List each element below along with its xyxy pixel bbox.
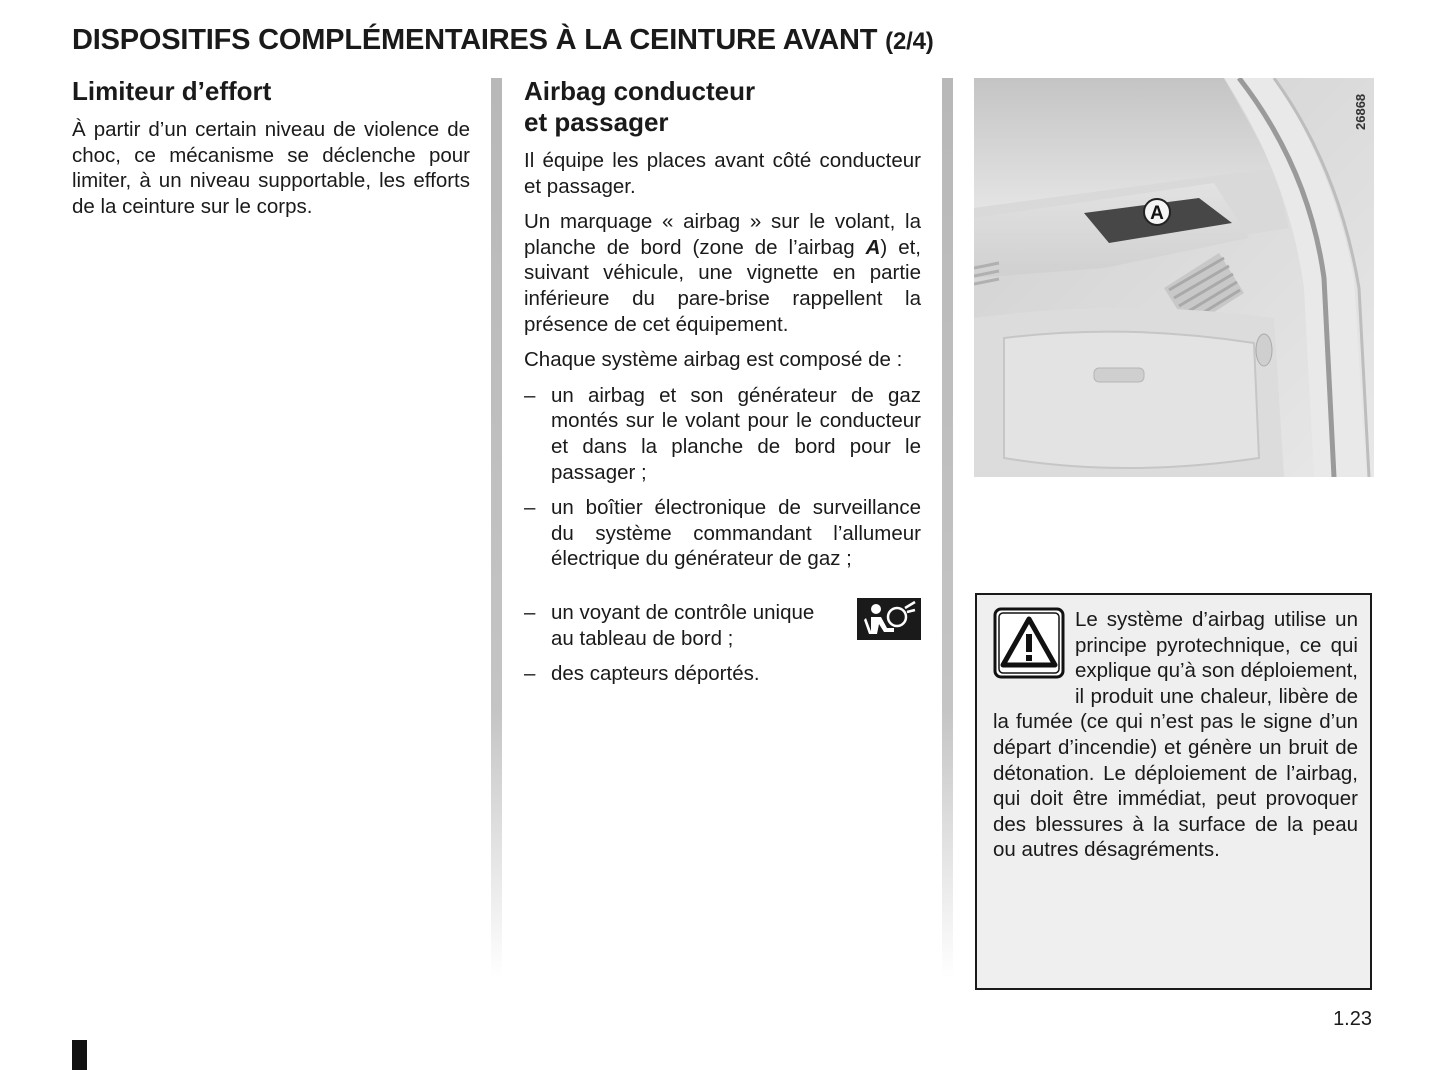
section-effort-limiter — [72, 76, 470, 229]
airbag-warning-lamp-icon — [857, 598, 921, 640]
airbag-composition: Chaque système airbag est composé de : — [524, 348, 903, 372]
list-item-text: des capteurs déportés. — [551, 662, 760, 686]
list-item — [524, 383, 921, 485]
page-number: 1.23 — [1333, 1008, 1372, 1030]
column-divider — [942, 78, 953, 978]
title-text: DISPOSITIFS COMPLÉMENTAIRES À LA CEINTURE AVANT — [72, 24, 878, 56]
list-item-text: un boîtier électronique de surveillance du système commandant l’allumeur électrique du générateur de gaz ; — [551, 496, 921, 571]
column-divider — [491, 78, 502, 978]
heading-effort-limiter: Limiteur d’effort — [72, 76, 272, 106]
figure-ref-number: 26868 — [1353, 93, 1368, 130]
airbag-intro: Il équipe les places avant côté conducteur et passager. — [524, 149, 921, 198]
list-item-text: un voyant de contrôle unique au tableau de bord ; — [551, 600, 815, 650]
airbag-zone-label: A — [1150, 203, 1164, 224]
section-airbag — [524, 76, 921, 697]
list-item — [524, 661, 921, 687]
dashboard-illustration — [974, 78, 1374, 477]
title-part: (2/4) — [885, 28, 934, 55]
effort-limiter-text: À partir d’un certain niveau de violence de choc, ce mécanisme se déclenche pour limiter, à un niveau supportable, les efforts de la ceinture sur le corps. — [72, 118, 470, 218]
warning-icon-space — [993, 607, 1075, 693]
airbag-marking-start: Un marquage « airbag » sur le volant, la planche de bord (zone de l’airbag — [524, 210, 921, 259]
warning-text: Le système d’airbag utilise un principe pyrotechnique, ce qui explique qu’à son déploiement, il produit une chaleur, libère de la fumée (ce qui n’est pas le signe d’un départ d’incendie) et génère un bruit de détonation. Le déploiement de l’airbag, qui doit être immédiat, peut provoquer des blessures à la surface de la peau ou autres désagréments. — [993, 608, 1358, 862]
airbag-marking-end: ) et, suivant véhicule, une vignette en partie inférieure du pare-brise rappellent la présence de cet équipement. — [524, 235, 921, 336]
dash-mark: – — [524, 600, 536, 624]
airbag-marking — [524, 209, 921, 337]
heading-airbag — [524, 76, 921, 138]
list-item — [524, 600, 921, 651]
list-item-text: un airbag et son générateur de gaz montés sur le volant pour le conducteur et dans la planche de bord pour le passager ; — [551, 383, 921, 484]
heading-airbag-line1: Airbag conducteur — [524, 76, 756, 106]
warning-box — [975, 593, 1372, 990]
warning-text-block — [993, 607, 1358, 863]
dash-mark: – — [524, 496, 536, 520]
warning-triangle-icon — [993, 607, 1065, 679]
dashboard-photo — [974, 78, 1374, 477]
section-tab-marker — [72, 1040, 87, 1070]
heading-airbag-line2: et passager — [524, 107, 669, 137]
airbag-components-list — [524, 383, 921, 687]
dash-mark: – — [524, 383, 536, 407]
page-title — [72, 24, 934, 57]
list-item — [524, 495, 921, 572]
airbag-zone-ref: A — [865, 235, 881, 259]
dash-mark: – — [524, 662, 536, 686]
